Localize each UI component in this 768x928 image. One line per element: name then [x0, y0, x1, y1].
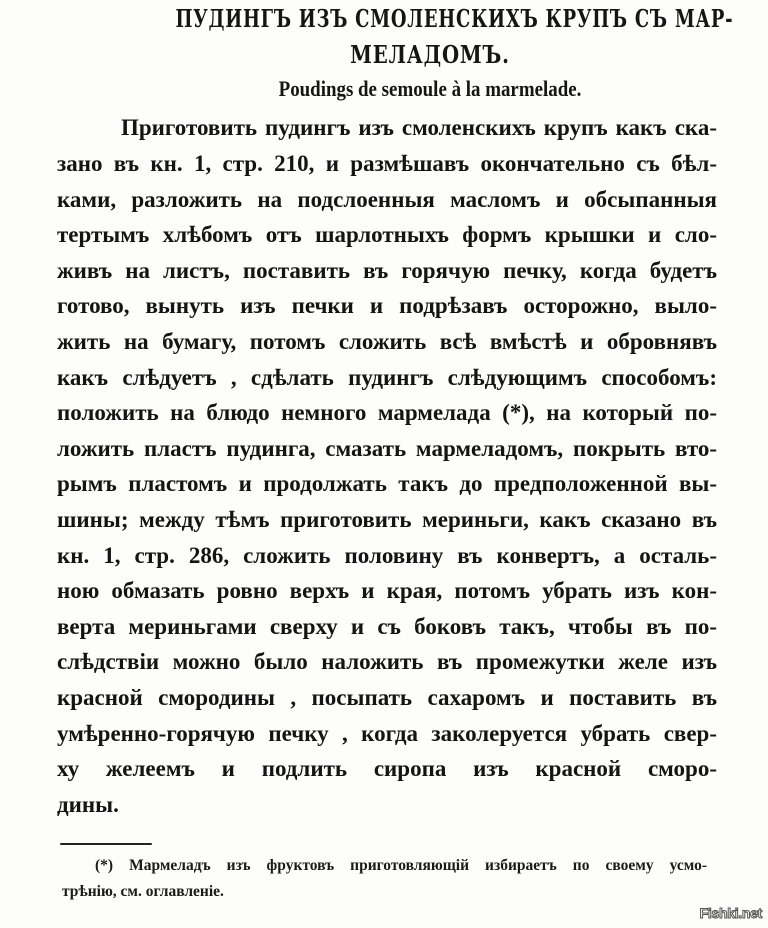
body-line: шины; между тѣмъ приготовить мериньги, какъ сказано въ — [57, 507, 717, 532]
body-line: положить на блюдо немного мармелада (*), на который по- — [57, 400, 717, 425]
footnote-line: (*) Мармеладъ изъ фруктовъ приготовляющій избираетъ по своему усмо- — [95, 857, 707, 874]
body-line: ху желеемъ и подлить сиропа изъ красной сморо- — [57, 756, 717, 781]
footnote-line: трѣнію, см. оглавленіе. — [62, 883, 224, 900]
body-line: ною обмазать ровно верхъ и края, потомъ убрать изъ кон- — [57, 578, 717, 603]
body-line: слѣдствіи можно было наложить въ промежутки желе изъ — [57, 649, 717, 674]
body-line: готово, вынуть изъ печки и подрѣзавъ осторожно, выло- — [57, 293, 717, 318]
body-line: рымъ пластомъ и продолжать такъ до предположенной вы- — [57, 471, 717, 496]
watermark-logo: Fishki.net — [699, 905, 762, 921]
body-line: ложить пластъ пудинга, смазать мармеладомъ, покрыть вто- — [57, 436, 717, 461]
body-line: какъ слѣдуетъ , сдѣлать пудингъ слѣдующимъ способомъ: — [57, 365, 717, 390]
body-line: красной смородины , посыпать сахаромъ и поставить въ — [57, 685, 717, 710]
footnote-divider — [60, 843, 152, 845]
recipe-title-line-1: ПУДИНГЪ ИЗЪ СМОЛЕНСКИХЪ КРУПЪ СЪ МАР- — [175, 4, 734, 33]
body-line: тертымъ хлѣбомъ отъ шарлотныхъ формъ крышки и сло- — [57, 222, 717, 247]
body-line: зано въ кн. 1, стр. 210, и размѣшавъ окончательно съ бѣл- — [57, 151, 717, 176]
body-line: Приготовить пудингъ изъ смоленскихъ крупъ какъ ска- — [121, 115, 717, 140]
body-line: умѣренно-горячую печку , когда заколеруется убрать свер- — [57, 721, 717, 746]
recipe-title-line-2: МЕЛАДОМЪ. — [350, 40, 510, 69]
body-line: дины. — [57, 792, 119, 817]
body-line: жить на бумагу, потомъ сложить всѣ вмѣстѣ и обровнявъ — [57, 329, 717, 354]
body-line: верта мериньгами сверху и съ боковъ такъ, чтобы въ по- — [57, 614, 717, 639]
body-line: кн. 1, стр. 286, сложить половину въ конвертъ, а осталь- — [57, 543, 717, 568]
recipe-subtitle-french: Poudings de semoule à la marmelade. — [278, 76, 582, 101]
body-line: живъ на листъ, поставить въ горячую печку, когда будетъ — [57, 258, 717, 283]
body-line: ками, разложить на подслоенныя масломъ и обсыпанныя — [57, 187, 717, 212]
